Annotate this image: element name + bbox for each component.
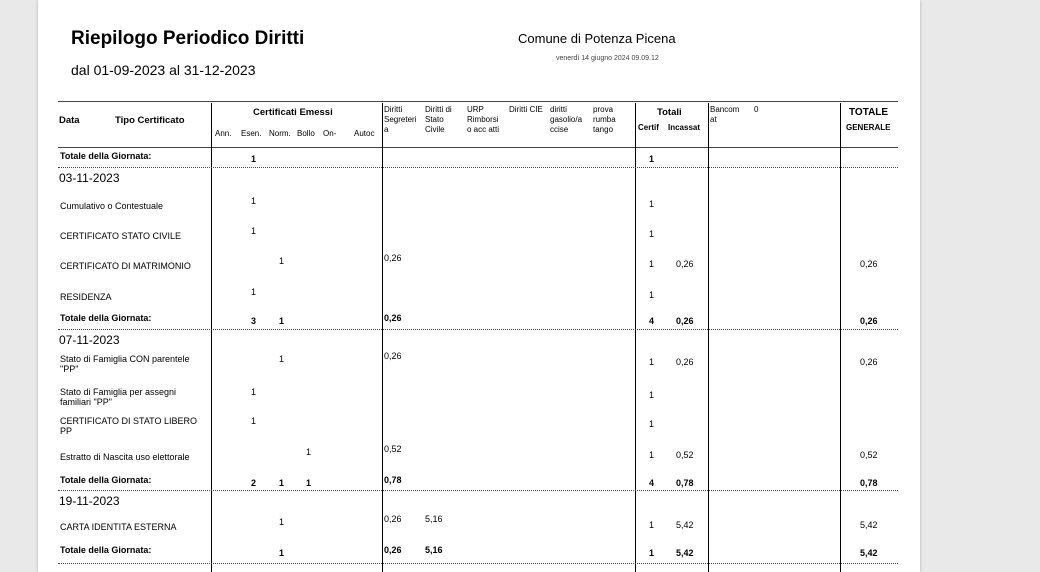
total-collected: 0,26 [676, 357, 694, 367]
day-total-label: Totale della Giornata: [60, 545, 152, 555]
header-bancomat-line: Bancom [710, 105, 740, 114]
total-collected: 0,52 [676, 450, 694, 460]
total-collected: 0,26 [676, 316, 694, 326]
total-certificates: 1 [649, 390, 655, 400]
count-norm: 1 [279, 316, 285, 326]
header-cie: Diritti CIE [509, 105, 543, 114]
row-separator [58, 329, 898, 330]
row-label: CARTA IDENTITA ESTERNA [60, 522, 177, 532]
amount-segreteria: 0,26 [384, 313, 402, 323]
row-label: CERTIFICATO STATO CIVILE [60, 231, 182, 241]
header-gasolio-line: gasolio/a [550, 115, 583, 124]
table-top-rule [58, 101, 898, 102]
amount-stato-civile: 5,16 [425, 545, 443, 555]
row-separator [58, 490, 898, 491]
count-esen: 1 [251, 226, 257, 236]
header-stato-civile [425, 105, 452, 135]
header-certif: Certif [638, 123, 659, 132]
amount-segreteria: 0,26 [384, 253, 402, 263]
header-data: Data [59, 115, 80, 126]
grand-total: 0,52 [860, 450, 878, 460]
header-totale: TOTALE [849, 107, 889, 118]
header-totali: Totali [657, 107, 682, 118]
header-segreteria-line: Diritti [384, 105, 403, 114]
header-prova-line: rumba [593, 115, 616, 124]
row-label: Cumulativo o Contestuale [60, 201, 164, 211]
header-stato-civile-line: Civile [425, 125, 445, 134]
header-gasolio [550, 105, 582, 135]
count-esen: 1 [251, 196, 257, 206]
print-date: venerdì 14 giugno 2024 09.09.12 [556, 55, 659, 62]
total-collected: 0,78 [676, 478, 694, 488]
header-urp-line: Rimborsi [467, 115, 499, 124]
row-label: familiari "PP" [60, 397, 112, 407]
total-certificates: 1 [649, 450, 655, 460]
total-collected: 5,42 [676, 520, 694, 530]
header-bancomat [710, 105, 739, 125]
header-prova-line: prova [593, 105, 614, 114]
header-urp-line: URP [467, 105, 484, 114]
total-certificates: 1 [649, 229, 655, 239]
row-label: PP [60, 426, 73, 436]
grand-total: 0,26 [860, 357, 878, 367]
header-ann: Ann. [215, 129, 232, 138]
header-bancomat-value: 0 [754, 105, 759, 114]
header-gasolio-line: ccise [550, 125, 569, 134]
header-urp-line: o acc atti [467, 125, 500, 134]
row-label: CERTIFICATO DI MATRIMONIO [60, 261, 191, 271]
grand-total: 0,26 [860, 259, 878, 269]
count-esen: 2 [251, 478, 257, 488]
report-title: Riepilogo Periodico Diritti [71, 28, 305, 49]
amount-segreteria: 0,78 [384, 475, 402, 485]
column-divider [635, 103, 636, 572]
total-certificates: 1 [649, 259, 655, 269]
header-bottom-rule [58, 147, 898, 148]
header-norm: Norm. [269, 129, 291, 138]
header-segreteria-line: a [384, 125, 389, 134]
header-tipo-certificato: Tipo Certificato [115, 115, 185, 126]
total-collected: 5,42 [676, 548, 694, 558]
total-certificates: 1 [649, 154, 655, 164]
row-label: RESIDENZA [60, 292, 112, 302]
grand-total: 0,78 [860, 478, 878, 488]
column-divider [840, 103, 841, 572]
row-label: CERTIFICATO DI STATO LIBERO [60, 416, 198, 426]
amount-segreteria: 0,52 [384, 444, 402, 454]
total-certificates: 4 [649, 478, 655, 488]
day-total-label: Totale della Giornata: [60, 313, 152, 323]
amount-stato-civile: 5,16 [425, 514, 443, 524]
total-certificates: 1 [649, 520, 655, 530]
grand-total: 5,42 [860, 548, 878, 558]
header-prova [593, 105, 616, 135]
count-esen: 1 [251, 287, 257, 297]
report-period: dal 01-09-2023 al 31-12-2023 [71, 62, 256, 78]
count-bollo: 1 [306, 478, 312, 488]
total-certificates: 1 [649, 419, 655, 429]
date-group-header: 07-11-2023 [59, 333, 120, 347]
header-urp [467, 105, 499, 135]
header-generale: GENERALE [846, 123, 891, 132]
amount-segreteria: 0,26 [384, 514, 402, 524]
grand-total: 5,42 [860, 520, 878, 530]
header-segreteria-line: Segreteri [384, 115, 417, 124]
row-separator [58, 167, 898, 168]
header-stato-civile-line: Diritti di [425, 105, 452, 114]
column-divider [708, 103, 709, 572]
header-gasolio-line: diritti [550, 105, 567, 114]
column-divider [382, 103, 383, 572]
date-group-header: 19-11-2023 [59, 494, 120, 508]
amount-segreteria: 0,26 [384, 351, 402, 361]
row-separator [58, 563, 898, 564]
total-certificates: 1 [649, 290, 655, 300]
count-esen: 1 [251, 416, 257, 426]
count-esen: 3 [251, 316, 257, 326]
day-total-label: Totale della Giornata: [60, 151, 152, 161]
count-norm: 1 [279, 548, 285, 558]
column-divider [211, 103, 212, 572]
count-norm: 1 [279, 256, 285, 266]
count-esen: 1 [251, 154, 257, 164]
header-stato-civile-line: Stato [425, 115, 444, 124]
header-certificati-emessi: Certificati Emessi [253, 107, 333, 118]
header-esen: Esen. [241, 129, 262, 138]
count-norm: 1 [279, 354, 285, 364]
total-collected: 0,26 [676, 259, 694, 269]
amount-segreteria: 0,26 [384, 545, 402, 555]
total-certificates: 1 [649, 548, 655, 558]
header-segreteria [384, 105, 416, 135]
row-label: Stato di Famiglia per assegni [60, 387, 177, 397]
date-group-header: 03-11-2023 [59, 171, 120, 185]
row-label: "PP" [60, 364, 79, 374]
header-prova-line: tango [593, 125, 614, 134]
header-bancomat-line: at [710, 115, 717, 124]
count-norm: 1 [279, 478, 285, 488]
municipality-name: Comune di Potenza Picena [518, 31, 676, 46]
count-norm: 1 [279, 517, 285, 527]
header-autoc: Autoc [354, 129, 375, 138]
count-esen: 1 [251, 387, 257, 397]
row-label: Stato di Famiglia CON parentele [60, 354, 190, 364]
total-certificates: 1 [649, 199, 655, 209]
header-online: On- [323, 129, 337, 138]
grand-total: 0,26 [860, 316, 878, 326]
header-incassat: Incassat [668, 123, 701, 132]
row-label: Estratto di Nascita uso elettorale [60, 452, 190, 462]
total-certificates: 1 [649, 357, 655, 367]
total-certificates: 4 [649, 316, 655, 326]
count-bollo: 1 [306, 447, 312, 457]
report-page [38, 0, 920, 572]
header-bollo: Bollo [297, 129, 315, 138]
day-total-label: Totale della Giornata: [60, 475, 152, 485]
